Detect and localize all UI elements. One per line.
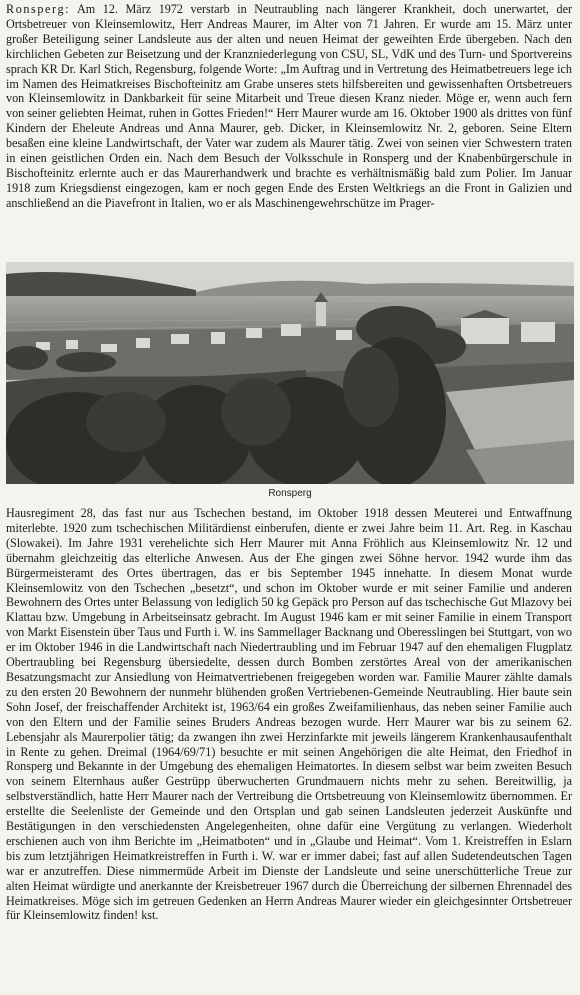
ronsperg-landscape-photo [6, 262, 574, 484]
place-heading: Ronsperg: [6, 2, 71, 16]
article-main-paragraph: Hausregiment 28, das fast nur aus Tschechen bestand, im Oktober 1918 dessen Meuterei und Entwaffnung miterlebte. 1920 zum tschechischen Militärdienst einberufen, diente er zwei Jahre beim 11. Art. Reg. in Kaschau (Slowakei). Im Jahre 1931 verehelichte sich Herr Maurer mit Anna Fröhlich aus Kleinsemlowitz Nr. 12 und übernahm gleichzeitig das elterliche Anwesen. Aus der Ehe gingen zwei Söhne hervor. 1942 wurde ihm das Bürgermeisteramt des Ortes übertragen, das er bis September 1945 innehatte. In diesem Monat wurde Kleinsemlowitz von den Tschechen „besetzt“, und schon im Oktober wurde er mit seiner Familie und anderen Bewohnern des Ortes unter Belassung von lediglich 50 kg Gepäck pro Person auf das tschechische Gut Mlazovy bei Klattau bzw. Umgebung in Arbeitseinsatz gebracht. Im August 1946 kam er mit seiner Familie in einem Transport von Markt Eisenstein über Taus und Furth i. W. ins Sammellager Backnang und Oberesslingen bei Stuttgart, von wo er im Oktober 1946 in die Landwirtschaft nach Niedertraubling und im Februar 1947 auf den ehemaligen Flugplatz Obertraubling bei Regensburg übersiedelte, dessen durch Bomben zerstörtes Areal von der amerikanischen Besatzungsmacht zur Ansiedlung von Heimatvertriebenen freigegeben worden war. Familie Maurer zählte damals zu den ersten 20 Bewohnern der nunmehr blühenden großen Vertriebenen-Gemeinde Neutraubling. Hier baute sein Sohn Josef, der freischaffender Architekt ist, 1963/64 ein großes Zweifamilienhaus, das neben seiner Familie auch von den Eltern und der Familie seines Bruders Andreas bezogen wurde. Herr Maurer war bis zu seinem 62. Lebensjahr als Maurerpolier tätig; da zwangen ihn zwei Herzinfarkte mit jeweils längerem Krankenhausaufenthalt in Rente zu gehen. Dreimal (1964/69/71) besuchte er mit seinen Angehörigen die alte Heimat, den Friedhof in Ronsperg und Bekannte in der Umgebung des ehemaligen Heimatortes. In diesem selbst war beim zweiten Besuch von seinem Elternhaus außer Gestrüpp überwucherten Grundmauern nichts mehr zu sehen. Bereitwillig, ja selbstverständlich, hatte Herr Maurer nach der Vertreibung die Ortsbetreuung von Kleinsemlowitz übernommen. Er erstellte die Seelenliste der Gemeinde und den Ortsplan und gab seinen Landsleuten jederzeit Auskünfte und Bestätigungen in den verschiedensten Angelegenheiten, ohne dafür eine Vergütung zu verlangen. Wiederholt erschienen auch von ihm Berichte im „Heimatboten“ und in „Glaube und Heimat“. Vom 1. Kreistreffen in Eslarn bis zum letztjährigen Heimatkreistreffen in Furth i. W. war er immer dabei; fast auf allen Sudetendeutschen Tagen war er anzutreffen. Diese nimmermüde Arbeit im Dienste der Landsleute und seine unerschütterliche Treue zur alten Heimat würdigte und anerkannte der Kreisbetreuer 1967 durch die Überreichung der silbernen Ehrennadel des Heimatkreises. Möge sich im getreuen Gedenken an Herrn Andreas Maurer wieder ein gleichgesinnter Ortsbetreuer für Kleinsemlowitz finden! kst. [6, 506, 572, 923]
article-intro-paragraph [6, 2, 572, 211]
intro-text: Am 12. März 1972 verstarb in Neutraubling nach längerer Krankheit, doch unerwartet, der Ortsbetreuer von Kleinsemlowitz, Herr Andreas Maurer, im Alter von 71 Jahren. Er wurde am 15. März unter großer Beteiligung seiner Landsleute aus der alten und neuen Heimat der geweihten Erde übergeben. Nach den kirchlichen Gebeten zur Beisetzung und der Kranzniederlegung von CSU, SL, VdK und des Turn- und Sportvereins sprach KR Dr. Karl Stich, Regensburg, folgende Worte: „Im Auftrag und in Vertretung des Heimatbetreuers lege ich im Namen des Heimatkreises Bischofteinitz am Grabe unseres stets hilfsbereiten und gewissenhaften Ortsbetreuers von Kleinsemlowitz in Dankbarkeit für seine Mitarbeit und Treue diesen Kranz nieder. Möge er, wenn auch fern von seiner geliebten Heimat, ruhen in Gottes Frieden!“ Herr Maurer wurde am 16. Oktober 1900 als drittes von fünf Kindern der Eheleute Andreas und Anna Maurer, geb. Dicker, in Kleinsemlowitz Nr. 2, geboren. Seine Eltern besaßen eine kleine Landwirtschaft, der Vater war zudem als Maurer tätig. Zwei von seinen vier Schwestern traten in einen geistlichen Orden ein. Nach dem Besuch der Volksschule in Ronsperg und der Knabenbürgerschule in Bischofteinitz erlernte auch er das Maurerhandwerk und brachte es verhältnismäßig bald zum Polier. Im Januar 1918 zum Kriegsdienst eingezogen, kam er noch gegen Ende des Ersten Weltkriegs an die Front in Galizien und anschließend an die Piavefront in Italien, wo er als Maschinengewehrschütze im Prager- [6, 2, 572, 210]
photo-caption: Ronsperg [268, 488, 312, 499]
